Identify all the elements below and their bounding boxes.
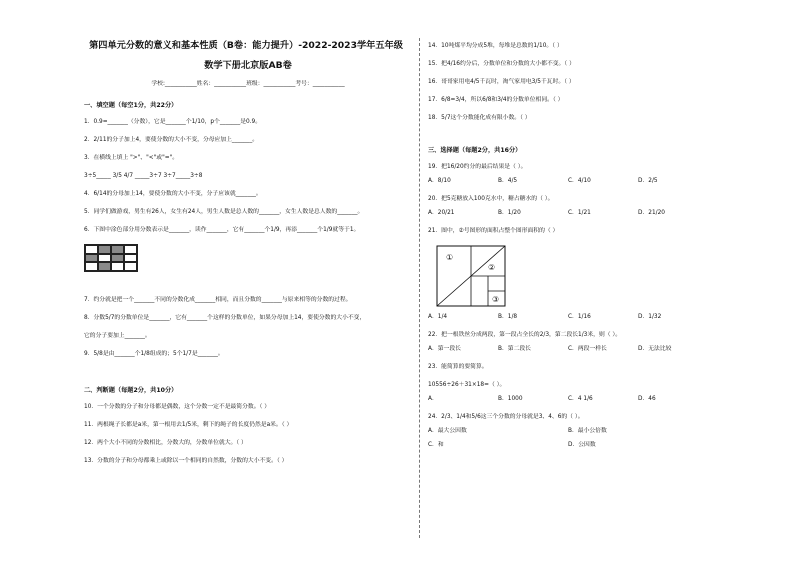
- option-c: C．1/16: [568, 314, 591, 320]
- question-22-options: [428, 345, 764, 353]
- option-b: B．最小公倍数: [568, 428, 607, 434]
- grid-cell: [124, 254, 137, 263]
- grid-cell: [124, 262, 137, 271]
- section-judge: 二、判断题（每题2分，共10分）: [84, 387, 178, 394]
- section-fill-in: 一、填空题（每空1分，共22分）: [84, 102, 178, 109]
- question-8-cont: 它的分子要加上_______。: [84, 333, 151, 339]
- grid-cell: [98, 254, 111, 263]
- question-17: 17．6/8=3/4，所以6/8和3/4的分数单位相同。（ ）: [428, 97, 564, 103]
- grid-cell: [85, 245, 98, 254]
- option-c: C．和: [428, 442, 444, 448]
- figure-label-3: ③: [492, 295, 500, 304]
- question-19-options: [428, 177, 764, 185]
- option-a: A．20/21: [428, 210, 455, 216]
- question-3: 3．在横线上填上 ">"、"<"或"="。: [84, 155, 179, 161]
- question-24-options-row1: [428, 427, 764, 435]
- grid-cell: [85, 262, 98, 271]
- question-22: 22．把一根铁丝分成两段，第一段占全长的2/3，第二段长1/3米，则（ ）。: [428, 332, 622, 338]
- column-divider: [419, 38, 420, 538]
- figure-label-2: ②: [488, 263, 496, 272]
- grid-cell: [124, 245, 137, 254]
- question-3-items: 3÷5_____ 3/5 4/7 _____3÷7 3÷7_____3÷8: [84, 173, 203, 179]
- grid-cell-shaded: [111, 245, 124, 254]
- question-21: 21．图中，②号图形的面积占整个图形面积的（ ）: [428, 228, 559, 234]
- question-7: 7．约分就是把一个_______不同的分数化成_______相同，而且分数的_______与原来相等的分数的过程。: [84, 297, 352, 303]
- question-9: 9．5/8是由_______个1/8组成的；5个1/7是_______。: [84, 351, 224, 357]
- option-d: D．21/20: [638, 210, 665, 216]
- question-15: 15．把4/16约分后，分数单位和分数的大小都不变。（ ）: [428, 61, 575, 67]
- figure-label-1: ①: [446, 253, 454, 262]
- question-19: 19．把16/20约分的最后结果是（ ）。: [428, 164, 527, 170]
- right-column: [428, 42, 764, 459]
- question-14: 14．10吨煤平均分成5堆，每堆是总数的1/10。（ ）: [428, 43, 563, 49]
- option-b: B．1/20: [498, 210, 521, 216]
- question-11: 11．两根绳子长都是a米，第一根用去1/5米，剩下的绳子的长度仍然是a米。（ ）: [84, 422, 293, 428]
- option-a: A．1/4: [428, 314, 448, 320]
- option-a: A．: [428, 396, 438, 402]
- question-5: 5．同学们做游戏，男生有26人，女生有24人，男生人数是总人数的_______，女生人数是总人数的_______。: [84, 209, 364, 215]
- question-1: 1．0.9=_______（分数），它是_______个1/10，p个_______是0.9。: [84, 119, 262, 125]
- option-c: C．4/10: [568, 178, 591, 184]
- exam-subtitle: 数学下册北京版AB卷: [204, 60, 292, 71]
- student-info-line: 学校:___________姓名：___________班级：___________考号：___________: [151, 81, 345, 87]
- question-4: 4．6/14的分母加上14，要使分数的大小不变，分子应该就_______。: [84, 191, 262, 197]
- question-6: 6．下图中涂色部分用分数表示是_______，读作_______，它有_______个1/9，再添_______个1/9就等于1。: [84, 227, 360, 233]
- option-c: C．4 1/6: [568, 396, 593, 402]
- question-8: 8．分数5/7的分数单位是_______，它有_______个这样的分数单位，如果分母加上14，要使分数的大小不变，: [84, 315, 366, 321]
- question-10: 10．一个分数的分子和分母都是偶数，这个分数一定不是最简分数。（ ）: [84, 404, 271, 410]
- grid-cell-shaded: [111, 254, 124, 263]
- left-column: [84, 40, 412, 475]
- area-figure: [436, 245, 506, 307]
- option-b: B．1000: [498, 396, 523, 402]
- shaded-fraction-grid: [84, 244, 138, 272]
- question-20: 20．把5克糖放入100克水中，糖占糖水的（ ）。: [428, 196, 554, 202]
- option-b: B．1/8: [498, 314, 518, 320]
- grid-cell: [111, 262, 124, 271]
- grid-cell-shaded: [98, 262, 111, 271]
- question-2: 2．2/11的分子加上4，要使分数的大小不变，分母应加上_______。: [84, 137, 259, 143]
- grid-cell-shaded: [85, 254, 98, 263]
- option-a: A．最大公因数: [428, 428, 467, 434]
- option-d: D．1/32: [638, 314, 662, 320]
- exam-title: 第四单元分数的意义和基本性质（B卷：能力提升）-2022-2023学年五年级: [89, 40, 403, 51]
- question-23-expression: 10556÷26＋31×18=（ ）。: [428, 382, 506, 388]
- option-d: D．46: [638, 396, 656, 402]
- question-24-options-row2: [428, 441, 764, 449]
- option-d: D．无法比较: [638, 346, 672, 352]
- option-b: B．4/5: [498, 178, 518, 184]
- question-12: 12．两个大小不同的分数相比，分数大的，分数单位就大。（ ）: [84, 440, 247, 446]
- question-13: 13．分数的分子和分母都乘上或除以一个相同的自然数，分数的大小不变。（ ）: [84, 458, 288, 464]
- question-24: 24．2/3、1/4和5/6这三个分数的分母就是3、4、6的（ ）。: [428, 414, 584, 420]
- section-choice: 三、选择题（每题2分，共16分）: [428, 147, 522, 154]
- grid-cell-shaded: [98, 245, 111, 254]
- question-23-options: [428, 395, 764, 403]
- option-c: C．1/21: [568, 210, 591, 216]
- question-18: 18．5/7这个分数能化成有限小数。（ ）: [428, 115, 531, 121]
- option-d: D．2/5: [638, 178, 658, 184]
- option-c: C．两段一样长: [568, 346, 607, 352]
- question-23: 23．能简算的要简算。: [428, 364, 488, 370]
- option-a: A．8/10: [428, 178, 451, 184]
- question-16: 16．哥哥家用电4/5千瓦时，淘气家用电3/5千瓦时。（ ）: [428, 79, 575, 85]
- question-20-options: [428, 209, 764, 217]
- option-d: D．公因数: [568, 442, 596, 448]
- option-b: B．第二段长: [498, 346, 531, 352]
- option-a: A．第一段长: [428, 346, 461, 352]
- question-21-options: [428, 313, 764, 321]
